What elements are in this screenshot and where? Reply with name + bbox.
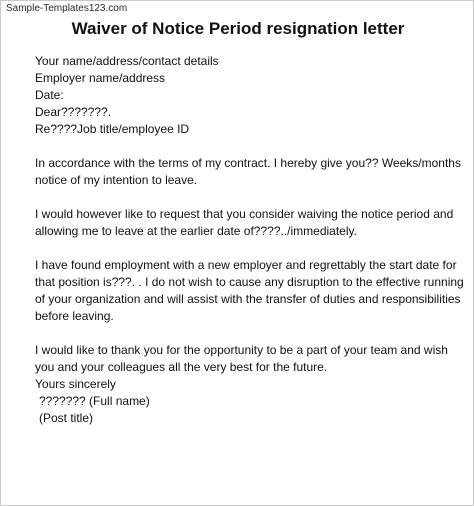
sign-off: Yours sincerely [35, 377, 116, 391]
letter-body [35, 53, 464, 427]
header-line-subject: Re????Job title/employee ID [35, 122, 190, 136]
paragraph-line: you and your colleagues all the very best for the future. [35, 360, 328, 374]
paragraph-line: I would however like to request that you consider waiving the notice period and [35, 207, 454, 221]
signature-full-name: ??????? (Full name) [39, 394, 150, 408]
header-line-sender: Your name/address/contact details [35, 54, 219, 68]
header-line-date: Date: [35, 88, 64, 102]
paragraph-line: notice of my intention to leave. [35, 173, 198, 187]
paragraph-line: allowing me to leave at the earlier date of????../immediately. [35, 224, 357, 238]
sender-details [35, 53, 443, 138]
paragraph-notice [35, 155, 461, 189]
paragraph-thanks [35, 342, 448, 376]
signature-post-title: (Post title) [39, 411, 94, 425]
header-line-employer: Employer name/address [35, 71, 166, 85]
watermark: Sample-Templates123.com [6, 3, 128, 14]
paragraph-line: I have found employment with a new employer and regrettably the start date for [35, 258, 457, 272]
paragraph-line: that position is???. . I do not wish to cause any disruption to the effective running [35, 275, 464, 289]
paragraph-line: before leaving. [35, 309, 114, 323]
page-title: Waiver of Notice Period resignation letter [71, 19, 405, 38]
header-line-salutation: Dear???????. [35, 105, 112, 119]
paragraph-line: of your organization and will assist with the transfer of duties and responsibilities [35, 292, 461, 306]
closing-block [35, 376, 443, 427]
paragraph-new-employment [35, 257, 464, 325]
paragraph-waiver-request [35, 206, 454, 240]
paragraph-line: I would like to thank you for the opportunity to be a part of your team and wish [35, 343, 448, 357]
paragraph-line: In accordance with the terms of my contract. I hereby give you?? Weeks/months [35, 156, 461, 170]
